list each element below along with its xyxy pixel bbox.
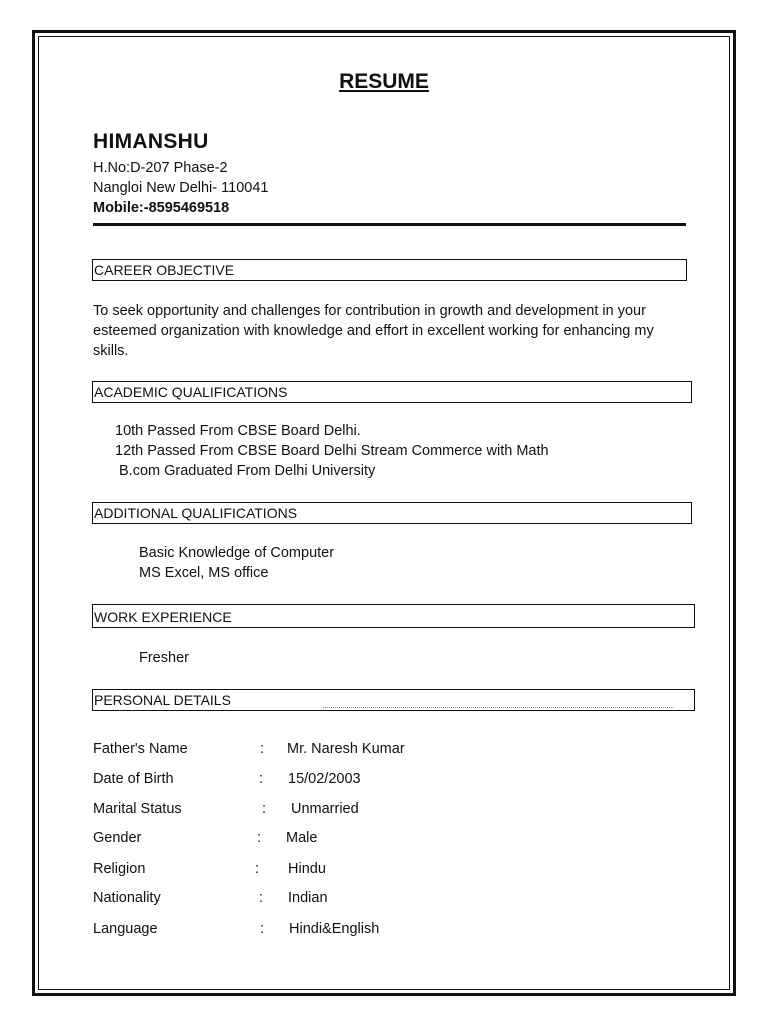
personal-value-father: Mr. Naresh Kumar <box>287 741 405 757</box>
section-heading-label: WORK EXPERIENCE <box>94 609 232 625</box>
separator-colon: : <box>259 771 264 787</box>
personal-label-dob: Date of Birth <box>93 771 174 787</box>
separator-colon: : <box>260 921 265 937</box>
separator-colon: : <box>260 741 265 757</box>
section-heading-personal <box>92 689 695 711</box>
personal-label-gender: Gender <box>93 830 142 846</box>
section-heading-career-objective <box>92 259 687 281</box>
candidate-name: HIMANSHU <box>93 130 209 153</box>
section-heading-label: ADDITIONAL QUALIFICATIONS <box>94 505 298 521</box>
section-heading-work <box>92 604 695 628</box>
personal-value-religion: Hindu <box>288 861 326 877</box>
address-line-2: Nangloi New Delhi- 110041 <box>93 180 269 196</box>
career-objective-text: To seek opportunity and challenges for contribution in growth and development in your esteemed organization with knowledge and effort in excellent working for enhancing my skills. <box>93 303 654 359</box>
academic-item: B.com Graduated From Delhi University <box>119 463 376 479</box>
document-title: RESUME <box>339 70 429 93</box>
academic-item: 12th Passed From CBSE Board Delhi Stream Commerce with Math <box>115 443 549 459</box>
mobile-number: Mobile:-8595469518 <box>93 200 230 216</box>
personal-label-religion: Religion <box>93 861 146 877</box>
personal-value-nationality: Indian <box>288 890 328 906</box>
dotted-leader <box>323 707 674 708</box>
personal-value-dob: 15/02/2003 <box>288 771 361 787</box>
section-heading-label: ACADEMIC QUALIFICATIONS <box>94 384 288 400</box>
personal-label-language: Language <box>93 921 158 937</box>
section-heading-academic <box>92 381 692 403</box>
section-heading-label: PERSONAL DETAILS <box>94 692 231 708</box>
section-heading-label: CAREER OBJECTIVE <box>94 262 235 278</box>
work-item: Fresher <box>139 650 189 666</box>
address-line-1: H.No:D-207 Phase-2 <box>93 160 228 176</box>
header-divider <box>93 223 686 226</box>
additional-item: MS Excel, MS office <box>139 565 269 581</box>
personal-label-father: Father's Name <box>93 741 188 757</box>
personal-value-language: Hindi&English <box>289 921 380 937</box>
personal-value-marital: Unmarried <box>291 801 359 817</box>
personal-value-gender: Male <box>286 830 318 846</box>
personal-label-marital: Marital Status <box>93 801 182 817</box>
separator-colon: : <box>259 890 264 906</box>
section-heading-additional <box>92 502 692 524</box>
separator-colon: : <box>255 861 260 877</box>
separator-colon: : <box>257 830 262 846</box>
separator-colon: : <box>262 801 267 817</box>
academic-item: 10th Passed From CBSE Board Delhi. <box>115 423 361 439</box>
additional-item: Basic Knowledge of Computer <box>139 545 335 561</box>
personal-label-nationality: Nationality <box>93 890 161 906</box>
